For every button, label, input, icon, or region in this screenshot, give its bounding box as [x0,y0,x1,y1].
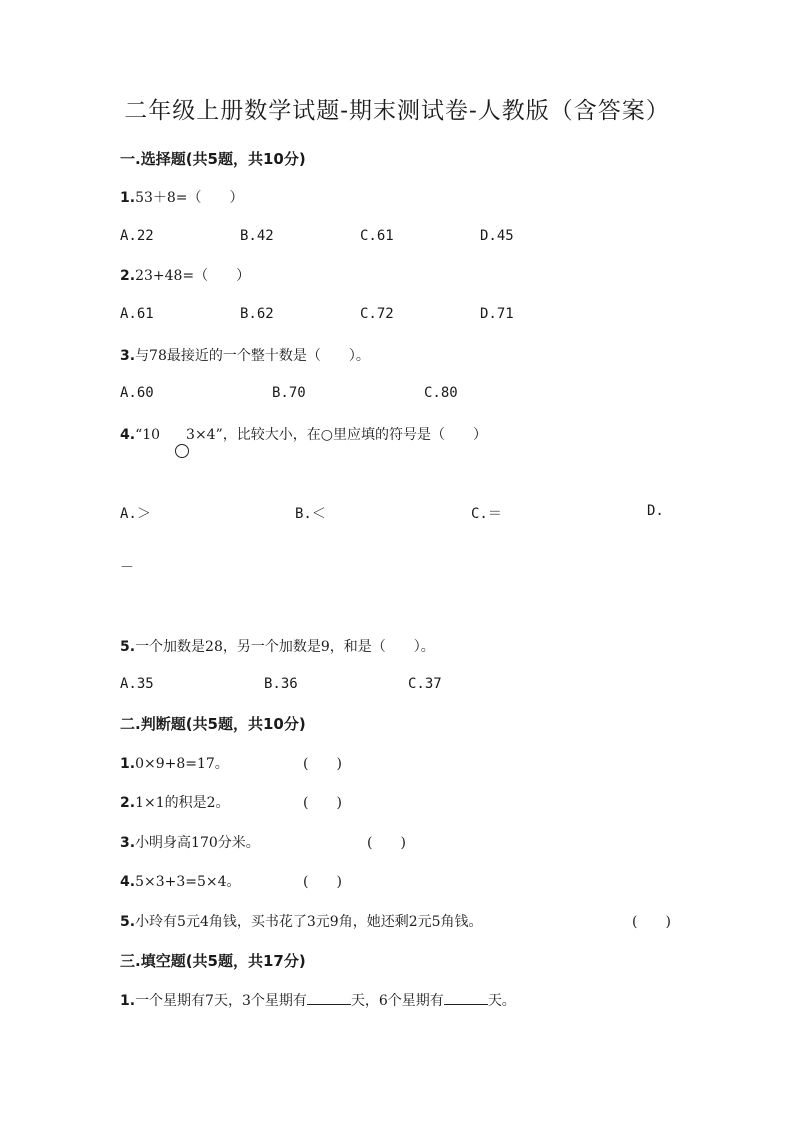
option-c: C.61 [360,228,394,244]
answer-parentheses: ( ) [303,795,342,811]
option-c: C.80 [424,385,458,401]
judgement-item [120,911,483,931]
judgement-item [120,753,229,773]
option-d-continued: － [120,560,134,576]
answer-parentheses: ( ) [303,874,342,890]
option-d: D. [647,503,664,519]
question-text: 0×9+8=17。 [135,756,229,772]
question-number: 5. [120,914,136,930]
question-text: 53＋8=（ ） [135,190,244,206]
question-text-b: 3×4”，比较大小，在○里应填的符号是（ ） [186,427,487,443]
answer-blank[interactable] [444,990,488,1005]
option-a: A.61 [120,306,154,322]
question-number: 4. [120,874,136,890]
question-text: 与78最接近的一个整十数是（ ）。 [135,348,370,364]
question-number: 2. [120,268,136,284]
option-c: C.72 [360,306,394,322]
page-title: 二年级上册数学试题-期末测试卷-人教版（含答案） [124,98,670,124]
option-c: C.＝ [471,506,502,522]
answer-parentheses: ( ) [367,835,406,851]
question-number: 5. [120,639,136,655]
question-text-c: 天。 [487,993,516,1009]
option-b: B.62 [240,306,274,322]
answer-blank[interactable] [307,990,351,1005]
question-3 [120,345,370,365]
option-b: B.42 [240,228,274,244]
question-text-b: 天，6个星期有 [350,993,444,1009]
answer-parentheses: ( ) [632,914,671,930]
section-heading-judgement: 二.判断题(共5题，共10分) [120,715,306,733]
question-text: 一个加数是28，另一个加数是9，和是（ ）。 [135,639,435,655]
option-a: A.22 [120,228,154,244]
option-a: A.＞ [120,506,151,522]
section-heading-choice: 一.选择题(共5题，共10分) [120,150,306,168]
option-d: D.71 [480,306,514,322]
question-text: 1×1的积是2。 [135,795,230,811]
judgement-item [120,792,230,812]
question-4 [120,424,487,444]
question-number: 4. [120,427,136,443]
question-5 [120,636,435,656]
question-number: 1. [120,190,136,206]
answer-parentheses: ( ) [303,756,342,772]
question-number: 1. [120,993,136,1009]
question-2 [120,265,250,285]
option-b: B.＜ [295,506,326,522]
judgement-item [120,871,241,891]
option-b: B.36 [264,676,298,692]
option-c: C.37 [408,676,442,692]
fill-blank-question-1 [120,990,516,1010]
section-heading-fill-blank: 三.填空题(共5题，共17分) [120,952,306,970]
question-number: 3. [120,835,136,851]
question-text: 小玲有5元4角钱，买书花了3元9角，她还剩2元5角钱。 [135,914,483,930]
question-text-a: “10 [135,427,161,443]
question-number: 1. [120,756,136,772]
question-text-a: 一个星期有7天，3个星期有 [135,993,307,1009]
compare-circle-icon [175,444,189,458]
option-a: A.35 [120,676,154,692]
question-number: 3. [120,348,136,364]
question-text: 23+48=（ ） [135,268,251,284]
question-number: 2. [120,795,136,811]
option-a: A.60 [120,385,154,401]
question-text: 5×3+3=5×4。 [135,874,241,890]
question-text: 小明身高170分米。 [135,835,260,851]
question-1 [120,187,244,207]
judgement-item [120,832,260,852]
option-d: D.45 [480,228,514,244]
option-b: B.70 [272,385,306,401]
